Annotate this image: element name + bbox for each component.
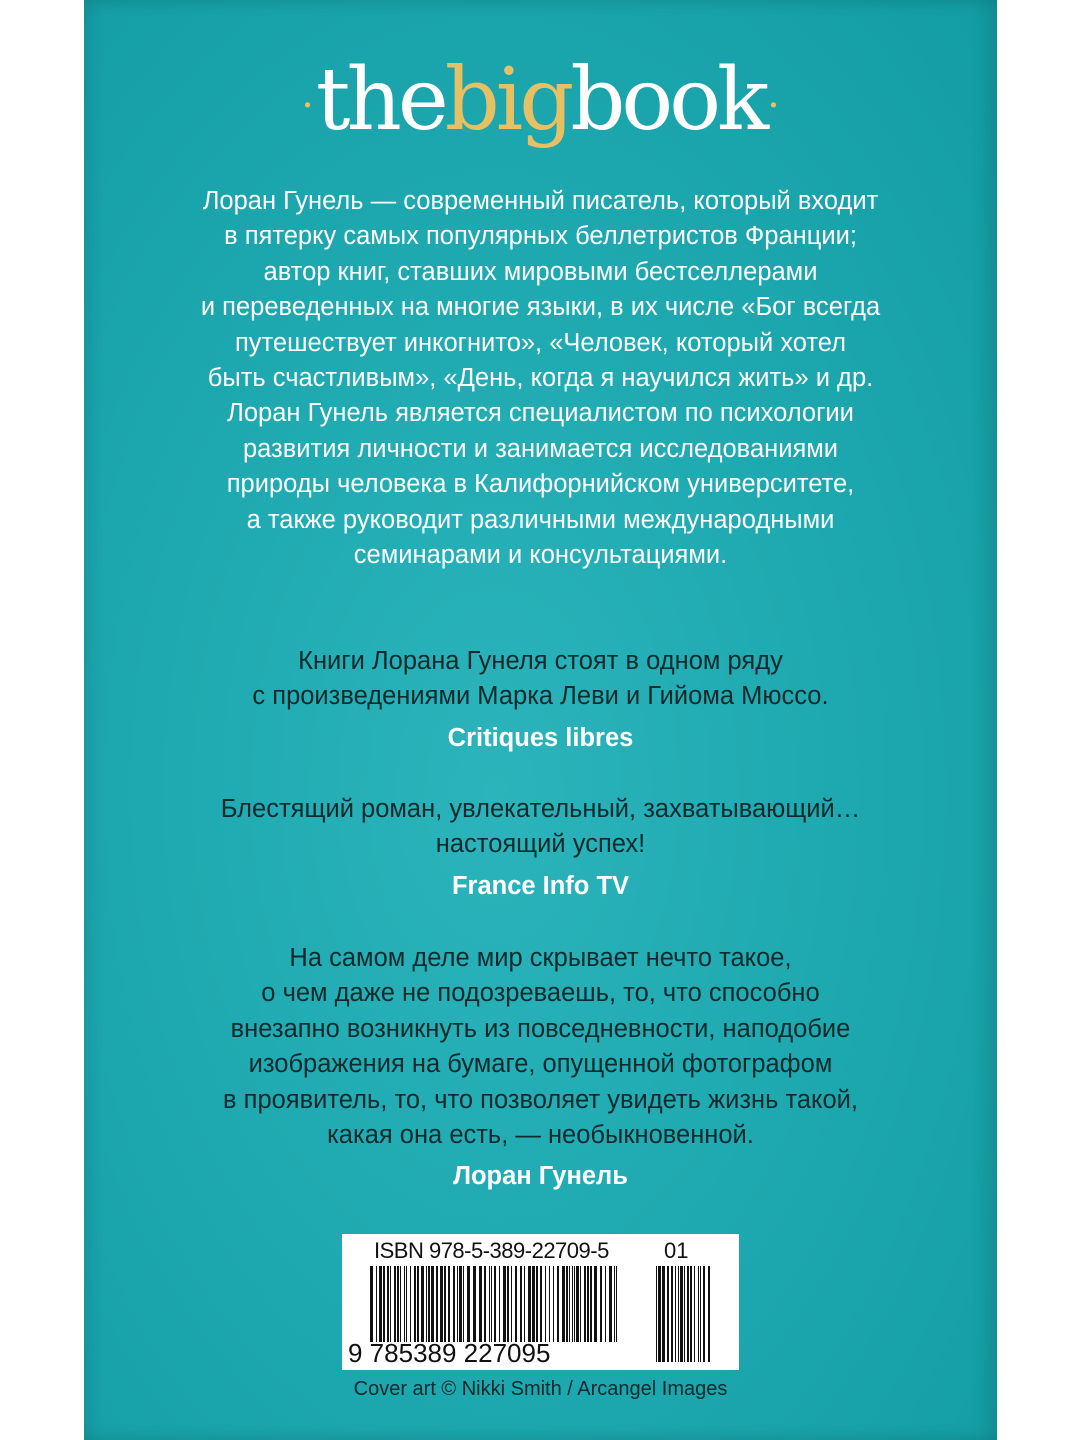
bio-line: и переведенных на многие языки, в их числе «Бог всегда xyxy=(200,293,881,322)
bio-line: развития личности и занимается исследованиями xyxy=(242,434,839,463)
quote-line: в проявитель, то, что позволяет увидеть жизнь такой, xyxy=(223,1085,858,1114)
logo-left-dot: · xyxy=(301,83,314,129)
author-bio xyxy=(84,184,997,573)
logo-right-dot: · xyxy=(767,83,780,129)
quote-line: настоящий успех! xyxy=(435,830,646,859)
quote-line: изображения на бумаге, опущенной фотографом xyxy=(248,1050,833,1079)
quote-line: Книги Лорана Гунеля стоят в одном ряду xyxy=(298,647,783,675)
quote-line: с произведениями Марка Леви и Гийома Мюссо. xyxy=(252,682,829,711)
bio-line: Лоран Гунель является специалистом по психологии xyxy=(227,399,854,428)
bio-line: семинарами и консультациями. xyxy=(353,541,728,570)
bio-line: быть счастливым», «День, когда я научился жить» и др. xyxy=(207,364,874,393)
bio-line: автор книг, ставших мировыми бестселлерами xyxy=(263,257,818,286)
quote-line: На самом деле мир скрывает нечто такое, xyxy=(289,944,792,972)
barcode-addon-bars xyxy=(656,1266,712,1362)
quote-source: Critiques libres xyxy=(447,723,634,752)
ean-digits: 9 785389 227095 xyxy=(348,1338,551,1368)
bio-line: а также руководит различными международными xyxy=(246,505,835,534)
quote-line: о чем даже не подозреваешь, то, что способно xyxy=(261,979,820,1008)
bio-line: Лоран Гунель — современный писатель, который входит xyxy=(202,187,879,215)
back-cover xyxy=(84,0,997,1440)
barcode-bars xyxy=(370,1266,620,1342)
bio-line: в пятерку самых популярных беллетристов Франции; xyxy=(224,222,857,251)
logo-the: the xyxy=(315,50,445,150)
review-quote-2 xyxy=(84,792,997,904)
quote-source: France Info TV xyxy=(451,871,630,900)
quote-line: какая она есть, — необыкновенной. xyxy=(327,1121,754,1150)
bio-line: природы человека в Калифорнийском университете, xyxy=(226,470,855,499)
quote-source: Лоран Гунель xyxy=(453,1162,628,1191)
bio-line: путешествует инкогнито», «Человек, который хотел xyxy=(234,328,847,357)
cover-art-credit: Cover art © Nikki Smith / Arcangel Images xyxy=(353,1378,728,1400)
review-quote-1 xyxy=(84,644,997,756)
author-quote xyxy=(84,941,997,1195)
isbn-number: ISBN 978-5-389-22709-5 xyxy=(374,1238,609,1263)
logo-big: big xyxy=(444,50,571,150)
barcode-addon-number: 01 xyxy=(664,1238,689,1263)
quote-line: Блестящий роман, увлекательный, захватывающий… xyxy=(220,795,861,823)
quote-line: внезапно возникнуть из повседневности, наподобие xyxy=(230,1014,851,1043)
logo-book: book xyxy=(570,50,766,150)
publisher-logo xyxy=(84,40,997,160)
isbn-barcode xyxy=(342,1234,739,1370)
